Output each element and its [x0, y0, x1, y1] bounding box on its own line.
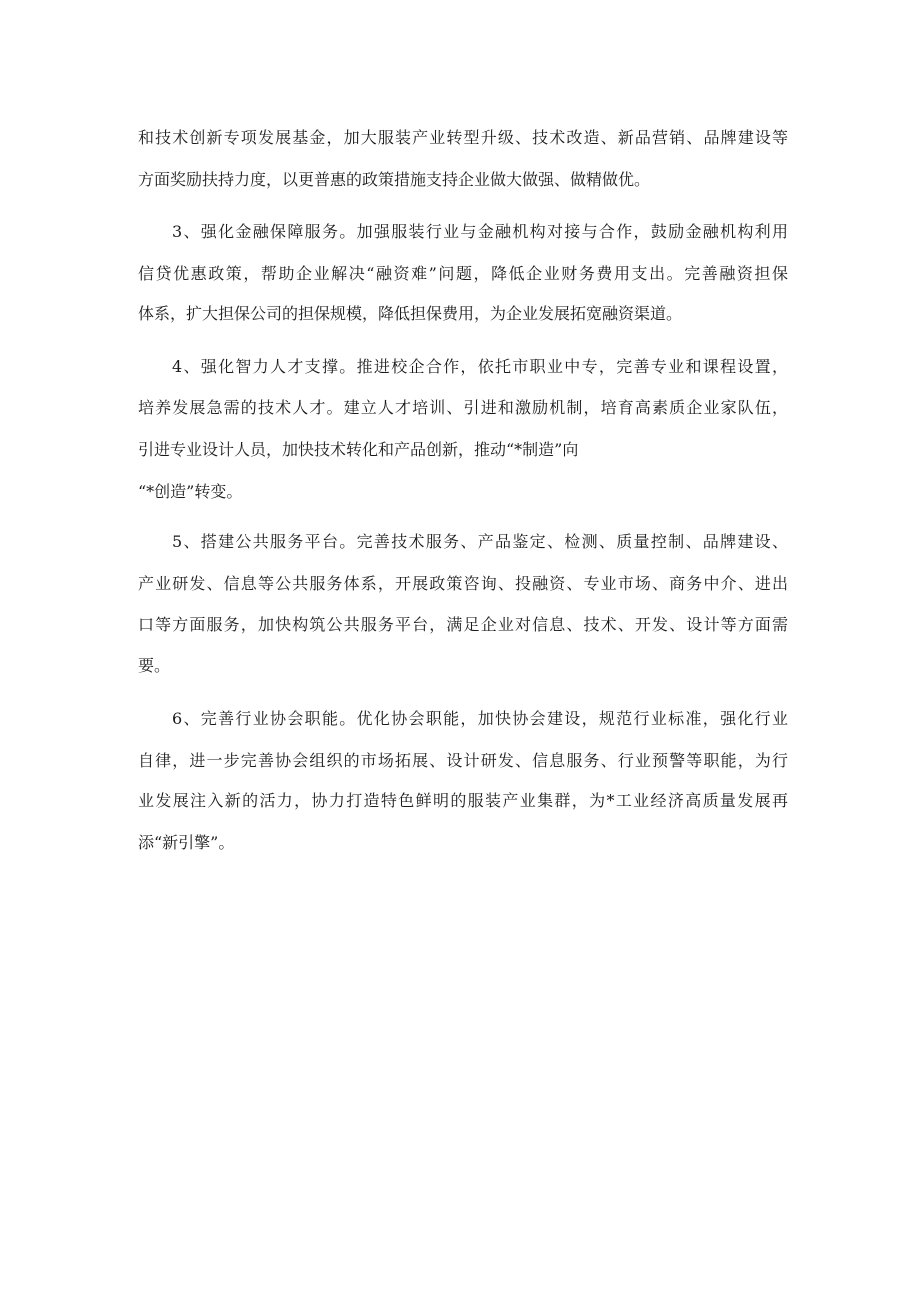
text-line: 自律，进一步完善协会组织的市场拓展、设计研发、信息服务、行业预警等职能，为行 [138, 751, 788, 770]
text-line: 信贷优惠政策，帮助企业解决“融资难”问题，降低企业财务费用支出。完善融资担保 [138, 264, 788, 283]
text-line: 6、完善行业协会职能。优化协会职能，加快协会建设，规范行业标准，强化行业 [172, 709, 788, 728]
text-line: 产业研发、信息等公共服务体系，开展政策咨询、投融资、专业市场、商务中介、进出 [138, 574, 788, 593]
text-line: 添“新引擎”。 [138, 833, 235, 852]
text-line: 和技术创新专项发展基金，加大服装产业转型升级、技术改造、新品营销、品牌建设等 [138, 128, 788, 147]
text-line: 3、强化金融保障服务。加强服装行业与金融机构对接与合作，鼓励金融机构利用 [172, 222, 788, 241]
text-line: 口等方面服务，加快构筑公共服务平台，满足企业对信息、技术、开发、设计等方面需 [138, 615, 788, 634]
text-line: 4、强化智力人才支撑。推进校企合作，依托市职业中专，完善专业和课程设置， [172, 357, 788, 376]
text-line: 业发展注入新的活力，协力打造特色鲜明的服装产业集群，为*工业经济高质量发展再 [138, 791, 788, 810]
text-line: “*创造”转变。 [138, 482, 243, 501]
text-line: 培养发展急需的技术人才。建立人才培训、引进和激励机制，培育高素质企业家队伍， [138, 398, 788, 417]
text-line: 方面奖励扶持力度，以更普惠的政策措施支持企业做大做强、做精做优。 [138, 170, 651, 189]
text-line: 要。 [138, 656, 171, 675]
text-line: 体系，扩大担保公司的担保规模，降低担保费用，为企业发展拓宽融资渠道。 [138, 304, 683, 323]
text-line: 引进专业设计人员，加快技术转化和产品创新，推动“*制造”向 [138, 440, 579, 459]
text-line: 5、搭建公共服务平台。完善技术服务、产品鉴定、检测、质量控制、品牌建设、 [172, 532, 788, 551]
